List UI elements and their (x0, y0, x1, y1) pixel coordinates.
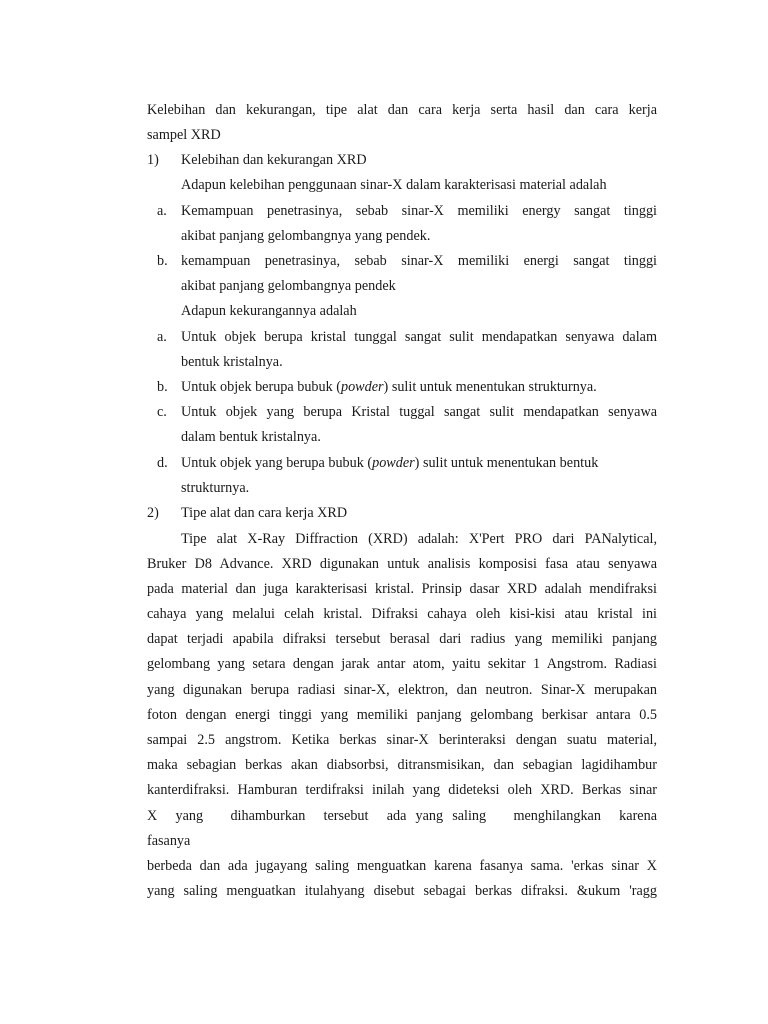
para-line-6: gelombang yang setara dengan jarak antar atom, yaitu sekitar 1 Angstrom. Radiasi (147, 656, 657, 672)
para-line-3: pada material dan juga karakterisasi kristal. Prinsip dasar XRD adalah mendifraksi (147, 581, 657, 597)
adv-b-line2: akibat panjang gelombangnya pendek (181, 278, 396, 294)
para-line-5: dapat terjadi apabila difraksi tersebut berasal dari radius yang memiliki panjang (147, 631, 657, 647)
para-line-10: maka sebagian berkas akan diabsorbsi, ditransmisikan, dan sebagian lagidihambur (147, 757, 657, 773)
para-line-8: foton dengan energi tinggi yang memiliki panjang gelombang berkisar antara 0.5 (147, 707, 657, 723)
section-1-number: 1) (147, 152, 159, 168)
para-line-13: fasanya (147, 833, 191, 849)
dis-d-line1: Untuk objek yang berupa bubuk (powder) sulit untuk menentukan bentuk (181, 455, 599, 471)
dis-a-line2: bentuk kristalnya. (181, 354, 283, 370)
dis-d-letter: d. (157, 455, 168, 471)
para-line-4: cahaya yang melalui celah kristal. Difraksi cahaya oleh kisi-kisi atau kristal ini (147, 606, 657, 622)
dis-d-line2: strukturnya. (181, 480, 250, 496)
para-line-14: berbeda dan ada jugayang saling menguatkan karena fasanya sama. 'erkas sinar X (147, 858, 657, 874)
dis-b-letter: b. (157, 379, 168, 395)
disadvantages-intro: Adapun kekurangannya adalah (181, 303, 357, 319)
dis-d-italic: powder (372, 455, 415, 471)
dis-b-line1: Untuk objek berupa bubuk (powder) sulit untuk menentukan strukturnya. (181, 379, 597, 395)
para-line-15: yang saling menguatkan itulahyang disebut sebagai berkas difraksi. &ukum 'ragg (147, 883, 657, 899)
adv-a-line1: Kemampuan penetrasinya, sebab sinar-X memiliki energy sangat tinggi (181, 203, 657, 219)
adv-a-letter: a. (157, 203, 167, 219)
dis-c-letter: c. (157, 404, 167, 420)
adv-b-line1: kemampuan penetrasinya, sebab sinar-X memiliki energi sangat tinggi (181, 253, 657, 269)
para-line-11: kanterdifraksi. Hamburan terdifraksi inilah yang dideteksi oleh XRD. Berkas sinar (147, 782, 657, 798)
section-1-title: Kelebihan dan kekurangan XRD (181, 152, 367, 168)
para-line-2: Bruker D8 Advance. XRD digunakan untuk analisis komposisi fasa atau senyawa (147, 556, 657, 572)
title-line-1: Kelebihan dan kekurangan, tipe alat dan cara kerja serta hasil dan cara kerja (147, 102, 657, 118)
dis-a-letter: a. (157, 329, 167, 345)
adv-a-line2: akibat panjang gelombangnya yang pendek. (181, 228, 431, 244)
section-2-title: Tipe alat dan cara kerja XRD (181, 505, 348, 521)
dis-a-line1: Untuk objek berupa kristal tunggal sangat sulit mendapatkan senyawa dalam (181, 329, 657, 345)
para-line-9: sampai 2.5 angstrom. Ketika berkas sinar-X berinteraksi dengan suatu material, (147, 732, 657, 748)
adv-b-letter: b. (157, 253, 168, 269)
advantages-intro: Adapun kelebihan penggunaan sinar-X dalam karakterisasi material adalah (181, 177, 607, 193)
dis-c-line1: Untuk objek yang berupa Kristal tuggal sangat sulit mendapatkan senyawa (181, 404, 657, 420)
para-line-12: X yang dihamburkan tersebut ada yang saling menghilangkan karena (147, 808, 657, 824)
section-2-number: 2) (147, 505, 159, 521)
dis-c-line2: dalam bentuk kristalnya. (181, 429, 321, 445)
dis-b-italic: powder (340, 379, 384, 395)
title-line-2: sampel XRD (147, 127, 221, 143)
para-line-1: Tipe alat X-Ray Diffraction (XRD) adalah: X'Pert PRO dari PANalytical, (181, 531, 657, 547)
para-line-7: yang digunakan berupa radiasi sinar-X, elektron, dan neutron. Sinar-X merupakan (147, 682, 657, 698)
